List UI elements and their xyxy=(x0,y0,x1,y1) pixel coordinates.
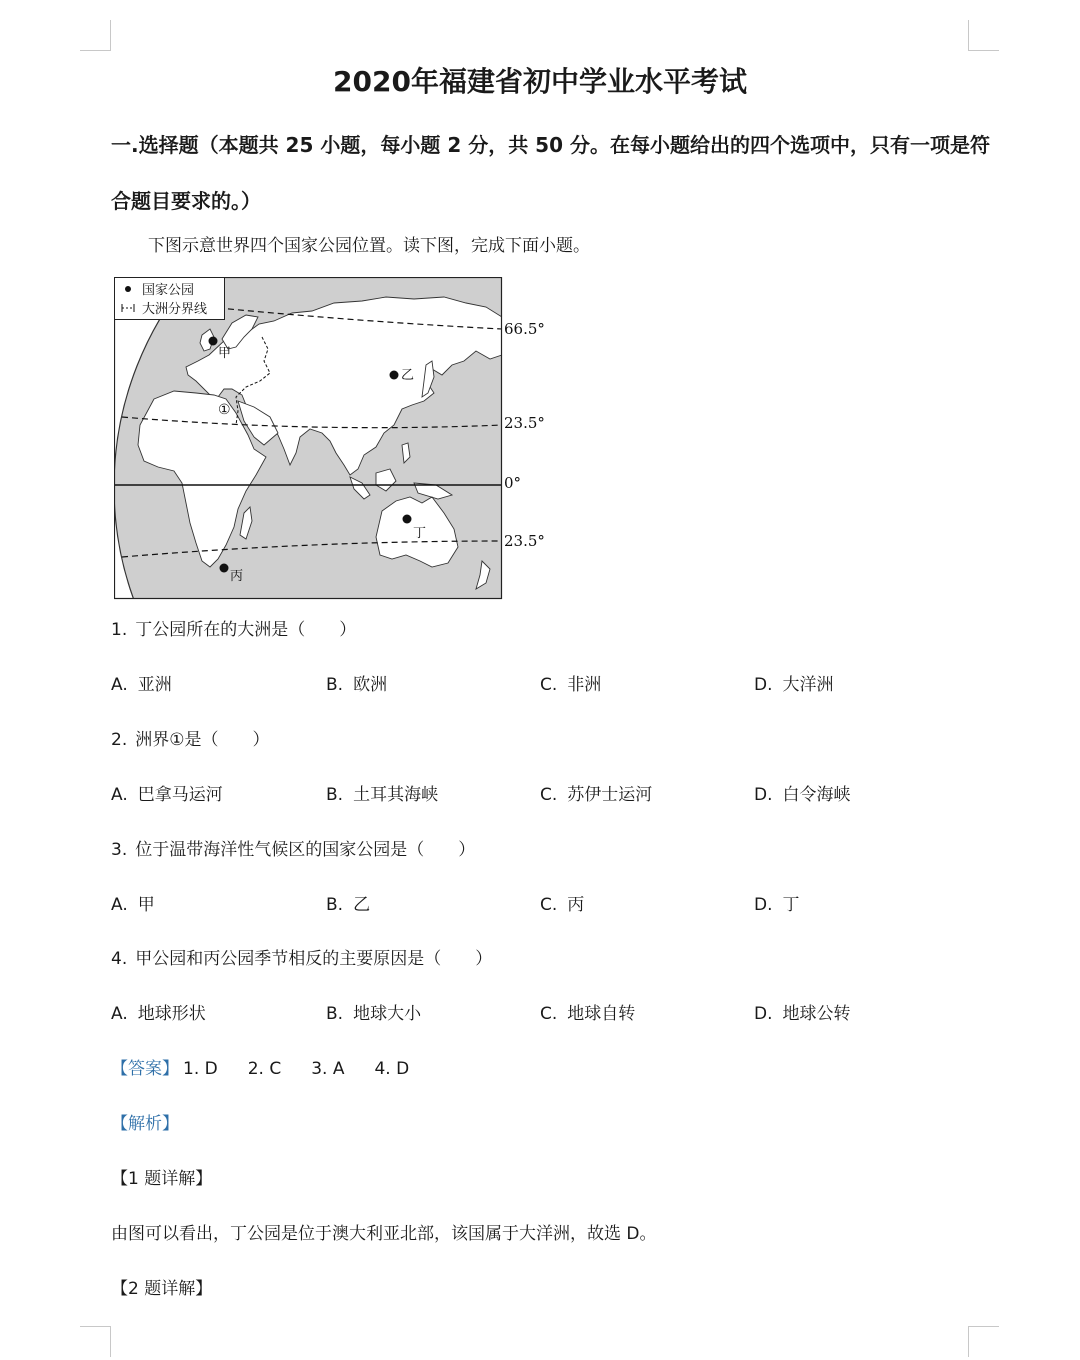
park-bing-label: 丙 xyxy=(230,569,244,584)
park-jia-label: 甲 xyxy=(218,346,232,361)
question-1-options xyxy=(111,671,1011,699)
crop-mark-top-left xyxy=(80,20,111,51)
option-d[interactable] xyxy=(754,1000,851,1028)
detail-heading-2: 【2 题详解】 xyxy=(111,1279,213,1299)
option-a[interactable] xyxy=(111,891,155,919)
crop-mark-bottom-left xyxy=(80,1326,111,1357)
question-number: 1. xyxy=(111,620,128,640)
option-text: 地球大小 xyxy=(353,1004,422,1024)
option-text: 乙 xyxy=(353,895,371,915)
answer-line xyxy=(111,1055,439,1083)
option-letter: A. xyxy=(111,785,128,805)
option-text: 白令海峡 xyxy=(782,785,851,805)
option-a[interactable] xyxy=(111,781,223,809)
legend-boundary-label: 大洲分界线 xyxy=(142,302,208,317)
option-d[interactable] xyxy=(754,671,834,699)
option-c[interactable] xyxy=(540,671,601,699)
question-3-options xyxy=(111,891,1011,919)
answer-item: 1. D xyxy=(183,1059,218,1079)
option-letter: A. xyxy=(111,895,128,915)
lat-label-23n: 23.5° xyxy=(504,414,545,432)
option-c[interactable] xyxy=(540,1000,635,1028)
question-text: 位于温带海洋性气候区的国家公园是（ ） xyxy=(135,840,476,860)
lat-label-0: 0° xyxy=(504,474,522,492)
crop-mark-bottom-right xyxy=(968,1326,999,1357)
boundary-number-label: ① xyxy=(218,402,231,418)
option-text: 甲 xyxy=(137,895,155,915)
park-ding-label: 丁 xyxy=(413,526,427,541)
option-text: 地球自转 xyxy=(567,1004,636,1024)
option-text: 地球公转 xyxy=(782,1004,851,1024)
option-letter: A. xyxy=(111,675,128,695)
lat-label-66: 66.5° xyxy=(504,320,545,338)
question-number: 3. xyxy=(111,840,128,860)
park-yi-marker xyxy=(390,371,399,380)
option-letter: B. xyxy=(326,1004,344,1024)
option-text: 地球形状 xyxy=(137,1004,206,1024)
lat-label-23s: 23.5° xyxy=(504,532,545,550)
option-letter: B. xyxy=(326,785,344,805)
analysis-tag: 【解析】 xyxy=(111,1114,179,1134)
park-ding-marker xyxy=(403,515,412,524)
option-text: 土耳其海峡 xyxy=(353,785,439,805)
question-2 xyxy=(111,726,269,754)
question-text: 丁公园所在的大洲是（ ） xyxy=(135,620,357,640)
option-text: 丙 xyxy=(567,895,585,915)
option-text: 非洲 xyxy=(567,675,602,695)
option-letter: D. xyxy=(754,1004,773,1024)
option-text: 丁 xyxy=(782,895,800,915)
option-d[interactable] xyxy=(754,781,851,809)
option-text: 亚洲 xyxy=(137,675,172,695)
option-c[interactable] xyxy=(540,891,584,919)
option-a[interactable] xyxy=(111,671,172,699)
option-d[interactable] xyxy=(754,891,800,919)
park-jia-marker xyxy=(209,337,218,346)
question-text: 洲界①是（ ） xyxy=(135,730,270,750)
detail-heading-1: 【1 题详解】 xyxy=(111,1169,213,1189)
question-text: 甲公园和丙公园季节相反的主要原因是（ ） xyxy=(135,949,493,969)
option-letter: C. xyxy=(540,675,558,695)
question-number: 4. xyxy=(111,949,128,969)
question-4 xyxy=(111,945,492,973)
explanation-text-1: 由图可以看出，丁公园是位于澳大利亚北部，该国属于大洋洲，故选 D。 xyxy=(111,1224,657,1244)
legend-park-marker xyxy=(125,286,131,292)
option-c[interactable] xyxy=(540,781,652,809)
question-3 xyxy=(111,836,475,864)
crop-mark-top-right xyxy=(968,20,999,51)
option-letter: D. xyxy=(754,895,773,915)
option-text: 欧洲 xyxy=(353,675,388,695)
answer-tag: 【答案】 xyxy=(111,1059,179,1079)
option-b[interactable] xyxy=(326,891,370,919)
option-letter: C. xyxy=(540,785,558,805)
option-text: 巴拿马运河 xyxy=(137,785,223,805)
option-text: 大洋洲 xyxy=(782,675,834,695)
option-letter: B. xyxy=(326,895,344,915)
page-title: 2020年福建省初中学业水平考试 xyxy=(333,65,747,98)
answer-item: 4. D xyxy=(374,1059,410,1079)
question-1 xyxy=(111,616,356,644)
option-b[interactable] xyxy=(326,781,438,809)
option-b[interactable] xyxy=(326,671,387,699)
option-text: 苏伊士运河 xyxy=(567,785,653,805)
answer-item: 2. C xyxy=(247,1059,282,1079)
section-heading: 一.选择题（本题共 25 小题，每小题 2 分，共 50 分。在每小题给出的四个选项中，只有一项是符合题目要求的。） xyxy=(111,133,990,213)
option-b[interactable] xyxy=(326,1000,421,1028)
legend-park-label: 国家公园 xyxy=(142,283,195,298)
option-a[interactable] xyxy=(111,1000,206,1028)
park-bing-marker xyxy=(220,564,229,573)
option-letter: C. xyxy=(540,895,558,915)
answer-item: 3. A xyxy=(311,1059,345,1079)
world-map-figure xyxy=(114,277,554,602)
question-number: 2. xyxy=(111,730,128,750)
question-intro: 下图示意世界四个国家公园位置。读下图，完成下面小题。 xyxy=(148,236,590,256)
question-4-options xyxy=(111,1000,1011,1028)
option-letter: C. xyxy=(540,1004,558,1024)
option-letter: D. xyxy=(754,675,773,695)
option-letter: B. xyxy=(326,675,344,695)
world-map-svg xyxy=(114,277,554,602)
option-letter: A. xyxy=(111,1004,128,1024)
question-2-options xyxy=(111,781,1011,809)
park-yi-label: 乙 xyxy=(401,368,415,383)
option-letter: D. xyxy=(754,785,773,805)
